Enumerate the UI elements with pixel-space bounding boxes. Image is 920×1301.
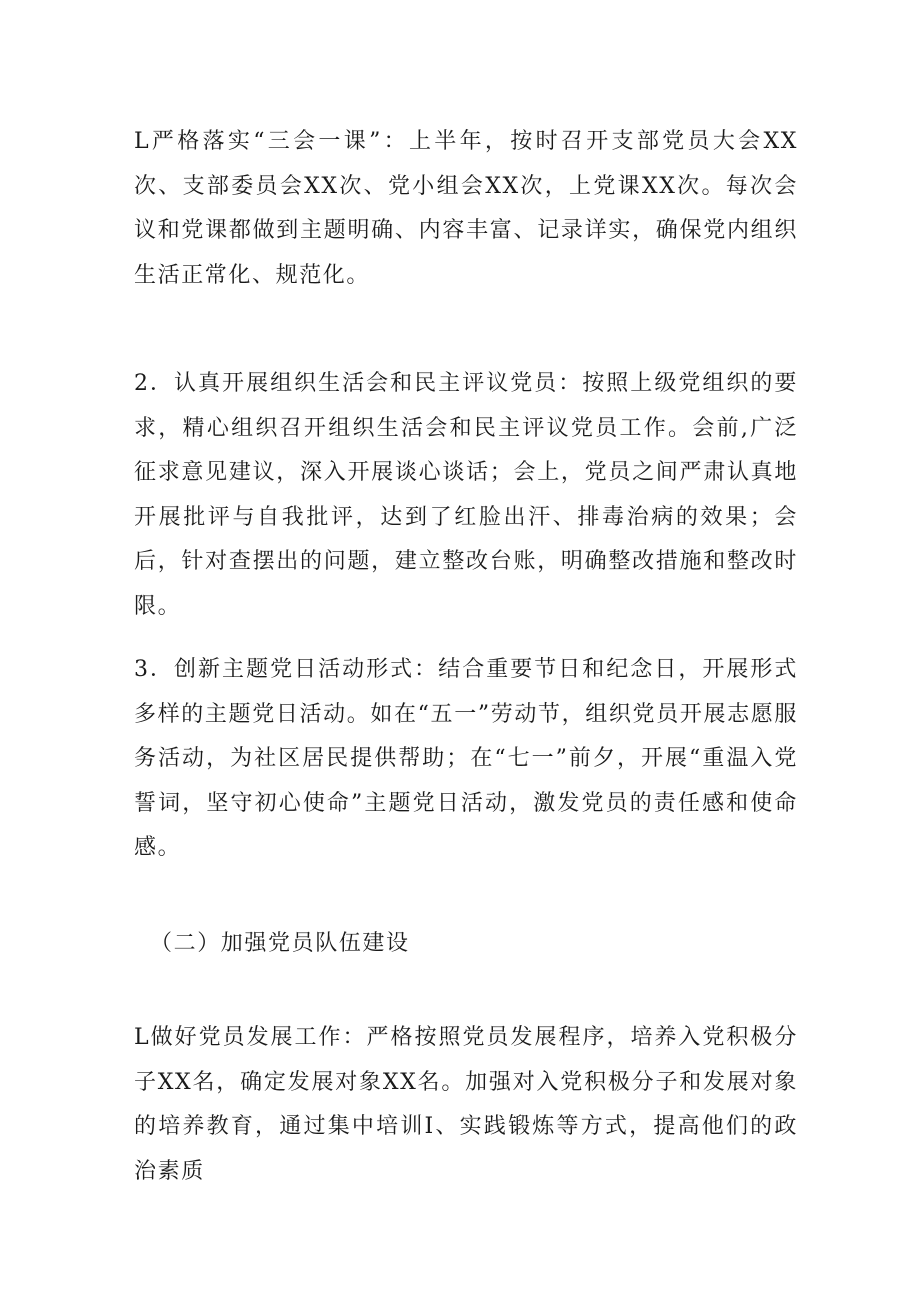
section-heading-party-member-team: （二）加强党员队伍建设 <box>150 931 410 956</box>
paragraph-theme-party-day: 3．创新主题党日活动形式：结合重要节日和纪念日，开展形式多样的主题党日活动。如在“五一”劳动节，组织党员开展志愿服务活动，为社区居民提供帮助；在“七一”前夕，开展“重温入党誓词，坚守初心使命”主题党日活动，激发党员的责任感和使命感。 <box>134 657 798 860</box>
paragraph-organizational-life-meeting: 2．认真开展组织生活会和民主评议党员：按照上级党组织的要求，精心组织召开组织生活会和民主评议党员工作。会前,广泛征求意见建议，深入开展谈心谈话；会上，党员之间严肃认真地开展批评与自我批评，达到了红脸出汗、排毒治病的效果；会后，针对查摆出的问题，建立整改台账，明确整改措施和整改时限。 <box>134 371 798 619</box>
paragraph-three-meetings-one-lesson: L严格落实“三会一课”：上半年，按时召开支部党员大会XX次、支部委员会XX次、党小组会XX次，上党课XX次。每次会议和党课都做到主题明确、内容丰富、记录详实，确保党内组织生活正常化、规范化。 <box>134 129 798 288</box>
paragraph-member-development: L做好党员发展工作：严格按照党员发展程序，培养入党积极分子XX名，确定发展对象XX名。加强对入党积极分子和发展对象的培养教育，通过集中培训I、实践锻炼等方式，提高他们的政治素质 <box>134 1025 798 1184</box>
